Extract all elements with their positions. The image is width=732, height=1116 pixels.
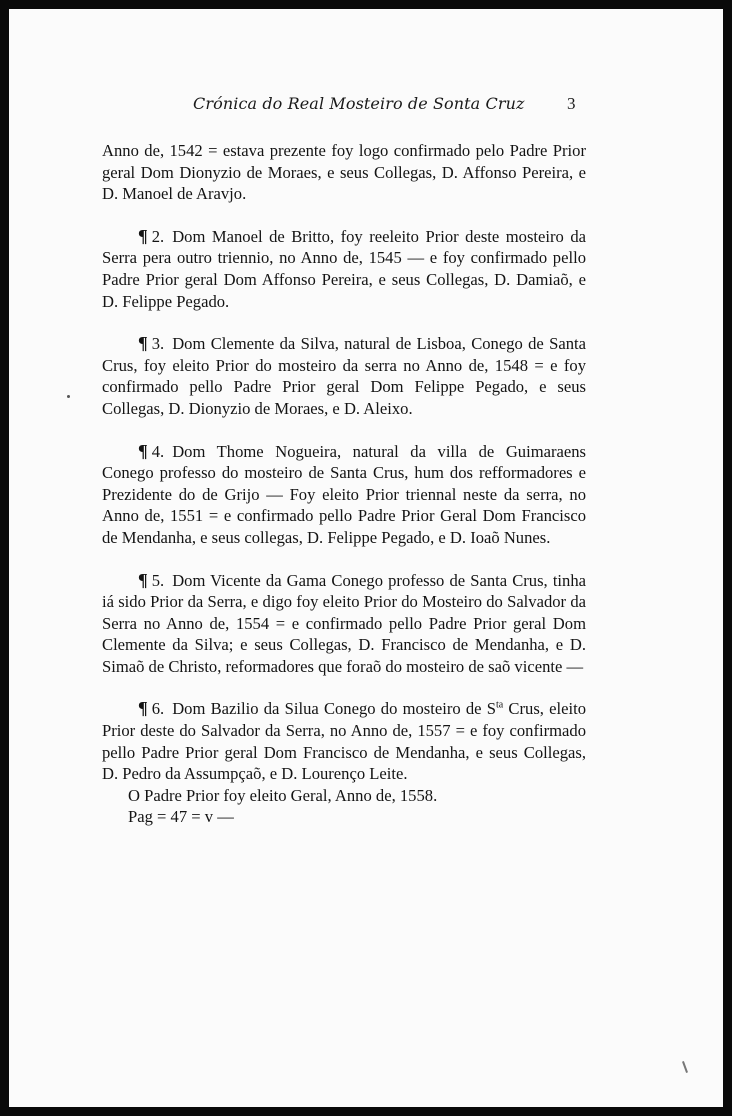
pilcrow-icon: ¶	[138, 698, 146, 719]
paragraph-number: 3.	[151, 334, 165, 354]
page-header	[9, 94, 723, 120]
paragraph-1	[102, 140, 586, 205]
paragraph-4	[102, 441, 586, 549]
paragraph-text: Dom Bazilio da Silua Conego do mosteiro de S	[172, 699, 496, 719]
page-reference: Pag = 47 = v —	[128, 807, 234, 827]
paragraph-text-cont: Crus, eleito Prior deste do Salvador da Serra, no Anno de, 1557 = e foy confirmado pello Padre Prior geral Dom Francisco de Mendanha, e seus Collegas, D. Pedro da Assumpçaõ, e D. Lourenço Leite.	[102, 699, 587, 784]
book-page	[9, 9, 723, 1107]
paragraph-text: Dom Manoel de Britto, foy reeleito Prior deste mosteiro da Serra pera outro triennio, no Anno de, 1545 — e foy confirmado pello Padre Prior geral Dom Affonso Pereira, e seus Collegas, D. Damiaõ, e D. Felippe Pegado.	[102, 226, 586, 311]
pilcrow-icon: ¶	[138, 569, 146, 590]
corner-mark	[682, 1061, 688, 1073]
superscript-abbrev: ta	[496, 699, 504, 711]
paragraph-number: 5.	[151, 570, 165, 590]
margin-dot	[67, 395, 70, 398]
body-text	[102, 140, 586, 828]
pilcrow-icon: ¶	[138, 440, 146, 461]
paragraph-number: 2.	[151, 226, 165, 246]
paragraph-7	[102, 785, 586, 828]
paragraph-number: 4.	[151, 441, 165, 461]
page-number: 3	[567, 94, 576, 113]
paragraph-3	[102, 333, 586, 419]
paragraph-text: Dom Vicente da Gama Conego professo de Santa Crus, tinha iá sido Prior da Serra, e digo foy eleito Prior do Mosteiro do Salvador da Serra no Anno de, 1554 = e confirmado pello Padre Prior geral Dom Clemente da Silva; e seus Collegas, D. Francisco de Mendanha, e D. Simaõ de Christo, reformadores que foraõ do mosteiro de saõ vicente —	[102, 570, 586, 676]
paragraph-text: Anno de, 1542 = estava prezente foy logo confirmado pelo Padre Prior geral Dom Dionyzio de Moraes, e seus Collegas, D. Affonso Pereira, e D. Manoel de Aravjo.	[102, 141, 586, 204]
paragraph-5	[102, 570, 586, 678]
paragraph-number: 6.	[151, 699, 165, 719]
paragraph-6	[102, 698, 586, 784]
pilcrow-icon: ¶	[138, 333, 146, 354]
paragraph-text: O Padre Prior foy eleito Geral, Anno de, 1558.	[128, 785, 438, 805]
paragraph-text: Dom Clemente da Silva, natural de Lisboa, Conego de Santa Crus, foy eleito Prior do mosteiro da serra no Anno de, 1548 = e foy confirmado pello Padre Prior geral Dom Felippe Pegado, e seus Collegas, D. Dionyzio de Moraes, e D. Aleixo.	[102, 334, 586, 418]
paragraph-2	[102, 226, 586, 312]
pilcrow-icon: ¶	[138, 225, 146, 246]
paragraph-text: Dom Thome Nogueira, natural da villa de Guimaraens Conego professo do mosteiro de Santa Crus, hum dos refformadores e Prezidente do de Grijo — Foy eleito Prior triennal neste da serra, no Anno de, 1551 = e confirmado pello Padre Prior Geral Dom Francisco de Mendanha, e seus collegas, D. Felippe Pegado, e D. Ioaõ Nunes.	[102, 441, 586, 547]
running-title: Crónica do Real Mosteiro de Sonta Cruz	[193, 94, 525, 113]
